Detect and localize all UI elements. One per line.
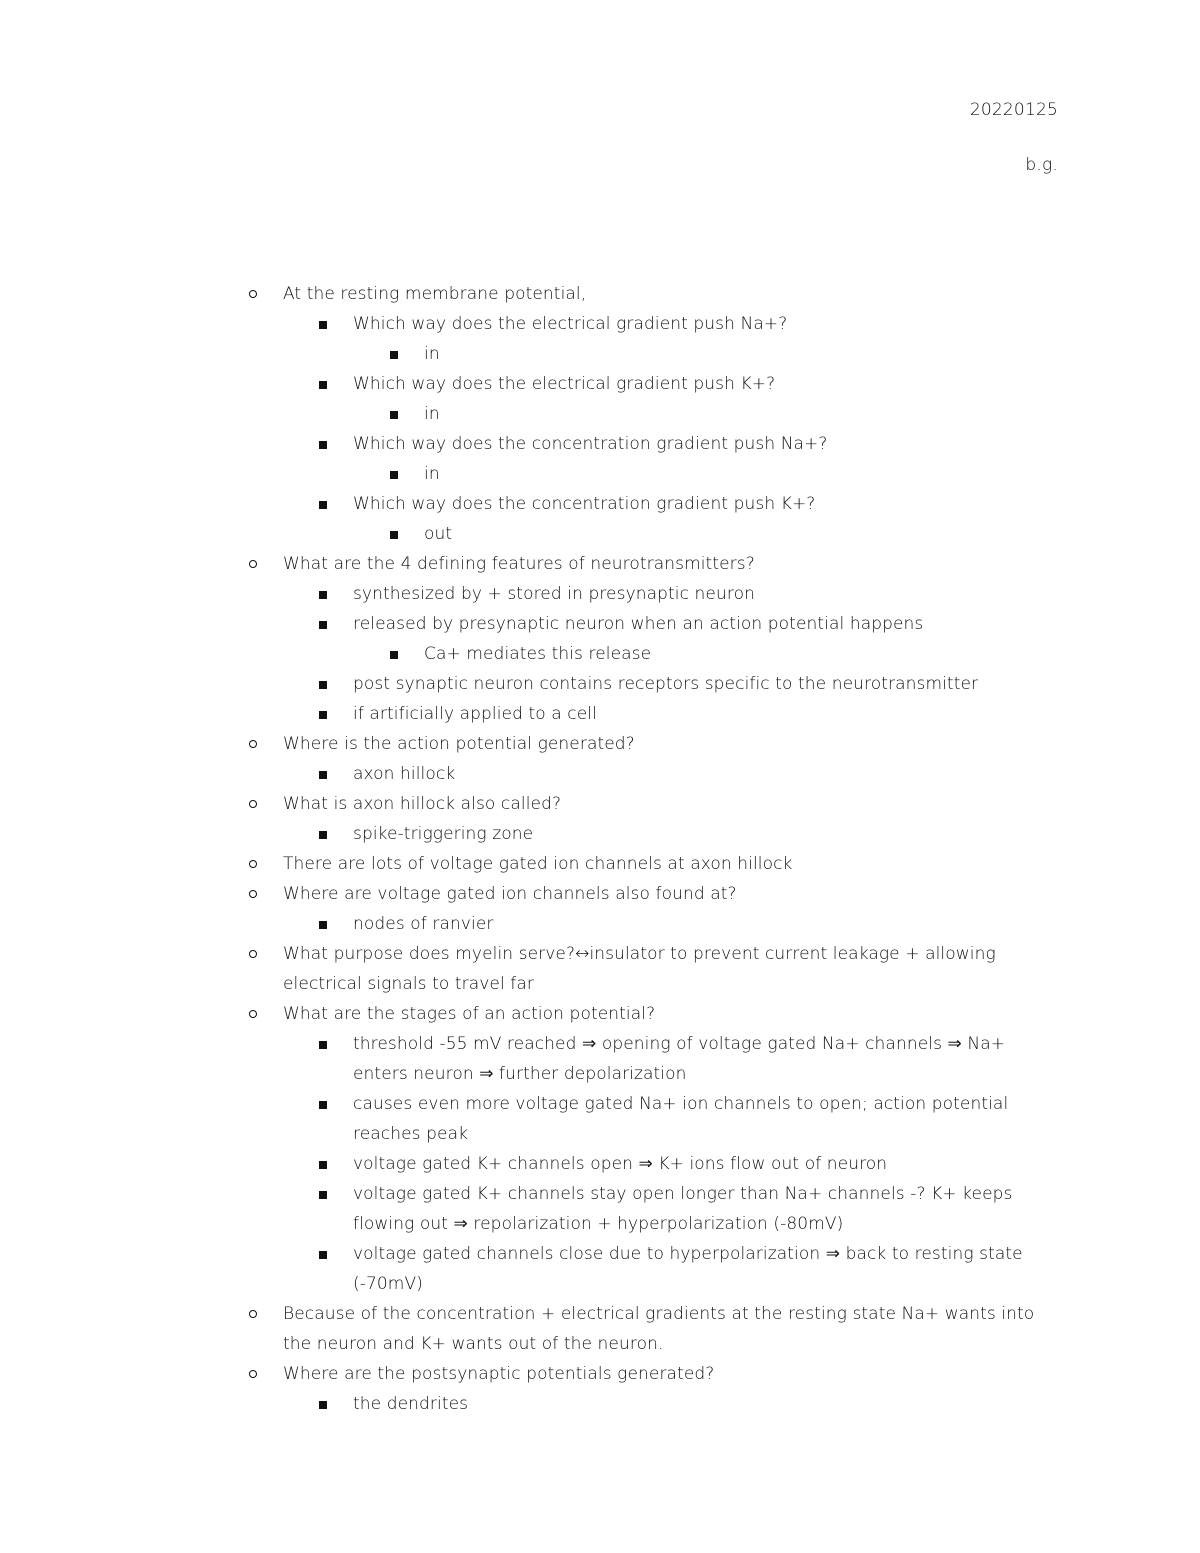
document-date: 20220125 (969, 100, 1058, 120)
outline-item-level-1 (0, 939, 1200, 999)
outline-item-text: Where is the action potential generated? (283, 734, 635, 754)
outline-item-level-1 (0, 879, 1200, 909)
filled-square-bullet-icon (390, 531, 398, 539)
hollow-circle-bullet-icon (249, 1010, 257, 1018)
outline-item-text: Ca+ mediates this release (424, 644, 652, 664)
outline-item-level-1 (0, 999, 1200, 1029)
outline-item-text: if artificially applied to a cell (353, 704, 597, 724)
outline-item-level-3 (0, 339, 1200, 369)
filled-square-bullet-icon (319, 621, 327, 629)
hollow-circle-bullet-icon (249, 560, 257, 568)
outline-item-level-2 (0, 609, 1200, 639)
outline-item-text: Where are voltage gated ion channels also found at? (283, 884, 737, 904)
filled-square-bullet-icon (319, 591, 327, 599)
filled-square-bullet-icon (319, 501, 327, 509)
outline-item-level-2 (0, 759, 1200, 789)
outline-item-text: in (424, 464, 440, 484)
outline-item-text: What is axon hillock also called? (283, 794, 562, 814)
filled-square-bullet-icon (390, 471, 398, 479)
filled-square-bullet-icon (319, 1101, 327, 1109)
filled-square-bullet-icon (319, 711, 327, 719)
filled-square-bullet-icon (319, 1401, 327, 1409)
outline-item-level-1 (0, 849, 1200, 879)
filled-square-bullet-icon (319, 441, 327, 449)
hollow-circle-bullet-icon (249, 290, 257, 298)
outline-item-level-1 (0, 1299, 1200, 1359)
filled-square-bullet-icon (319, 831, 327, 839)
outline-item-level-2 (0, 909, 1200, 939)
hollow-circle-bullet-icon (249, 860, 257, 868)
outline-item-level-2 (0, 309, 1200, 339)
outline-item-text: nodes of ranvier (353, 914, 494, 934)
filled-square-bullet-icon (319, 1191, 327, 1199)
outline-item-level-2 (0, 579, 1200, 609)
filled-square-bullet-icon (390, 351, 398, 359)
outline-item-text: spike-triggering zone (353, 824, 534, 844)
hollow-circle-bullet-icon (249, 1310, 257, 1318)
outline-item-text: released by presynaptic neuron when an action potential happens (353, 614, 924, 634)
outline-item-level-2 (0, 1089, 1200, 1149)
filled-square-bullet-icon (319, 1041, 327, 1049)
hollow-circle-bullet-icon (249, 740, 257, 748)
outline-item-text: threshold -55 mV reached ⇒ opening of voltage gated Na+ channels ⇒ Na+ enters neuron ⇒ further depolarization (353, 1034, 1006, 1084)
filled-square-bullet-icon (319, 681, 327, 689)
outline-item-text: At the resting membrane potential, (283, 284, 587, 304)
outline-item-text: voltage gated K+ channels stay open longer than Na+ channels -? K+ keeps flowing out ⇒ repolarization + hyperpolarization (-80mV) (353, 1184, 1013, 1234)
outline-item-text: synthesized by + stored in presynaptic neuron (353, 584, 755, 604)
filled-square-bullet-icon (319, 921, 327, 929)
outline-item-text: post synaptic neuron contains receptors specific to the neurotransmitter (353, 674, 979, 694)
outline-item-text: out (424, 524, 453, 544)
outline-item-level-3 (0, 399, 1200, 429)
outline-item-level-2 (0, 369, 1200, 399)
outline-item-level-2 (0, 699, 1200, 729)
outline-item-text: There are lots of voltage gated ion channels at axon hillock (283, 854, 793, 874)
outline-item-level-2 (0, 489, 1200, 519)
author-initials: b.g. (1025, 155, 1058, 175)
notes-outline (0, 279, 1200, 1419)
outline-item-text: in (424, 404, 440, 424)
outline-item-level-3 (0, 519, 1200, 549)
hollow-circle-bullet-icon (249, 950, 257, 958)
outline-item-level-1 (0, 789, 1200, 819)
outline-item-text: What purpose does myelin serve?↔insulator to prevent current leakage + allowing electrical signals to travel far (283, 944, 996, 994)
outline-item-level-2 (0, 669, 1200, 699)
outline-item-level-3 (0, 639, 1200, 669)
outline-item-level-1 (0, 1359, 1200, 1389)
outline-item-text: voltage gated K+ channels open ⇒ K+ ions flow out of neuron (353, 1154, 888, 1174)
outline-item-level-2 (0, 1029, 1200, 1089)
outline-item-level-1 (0, 549, 1200, 579)
outline-item-text: Because of the concentration + electrical gradients at the resting state Na+ wants into the neuron and K+ wants out of the neuron. (283, 1304, 1035, 1354)
outline-item-text: causes even more voltage gated Na+ ion channels to open; action potential reaches peak (353, 1094, 1009, 1144)
outline-item-level-2 (0, 1389, 1200, 1419)
outline-item-level-2 (0, 429, 1200, 459)
outline-item-level-2 (0, 1179, 1200, 1239)
outline-item-text: What are the 4 defining features of neurotransmitters? (283, 554, 755, 574)
filled-square-bullet-icon (390, 411, 398, 419)
hollow-circle-bullet-icon (249, 1370, 257, 1378)
outline-item-level-2 (0, 1149, 1200, 1179)
outline-item-text: Where are the postsynaptic potentials generated? (283, 1364, 715, 1384)
outline-item-text: What are the stages of an action potential? (283, 1004, 656, 1024)
outline-item-text: voltage gated channels close due to hyperpolarization ⇒ back to resting state (-70mV) (353, 1244, 1023, 1294)
filled-square-bullet-icon (319, 381, 327, 389)
outline-item-level-3 (0, 459, 1200, 489)
outline-item-text: axon hillock (353, 764, 456, 784)
filled-square-bullet-icon (390, 651, 398, 659)
outline-item-text: in (424, 344, 440, 364)
outline-item-text: Which way does the concentration gradient push K+? (353, 494, 816, 514)
filled-square-bullet-icon (319, 771, 327, 779)
outline-item-level-1 (0, 279, 1200, 309)
outline-item-level-2 (0, 1239, 1200, 1299)
outline-item-text: Which way does the electrical gradient push Na+? (353, 314, 788, 334)
outline-item-text: Which way does the concentration gradient push Na+? (353, 434, 828, 454)
outline-item-text: Which way does the electrical gradient push K+? (353, 374, 776, 394)
outline-item-level-2 (0, 819, 1200, 849)
hollow-circle-bullet-icon (249, 800, 257, 808)
hollow-circle-bullet-icon (249, 890, 257, 898)
outline-item-level-1 (0, 729, 1200, 759)
filled-square-bullet-icon (319, 1251, 327, 1259)
filled-square-bullet-icon (319, 1161, 327, 1169)
filled-square-bullet-icon (319, 321, 327, 329)
outline-item-text: the dendrites (353, 1394, 469, 1414)
